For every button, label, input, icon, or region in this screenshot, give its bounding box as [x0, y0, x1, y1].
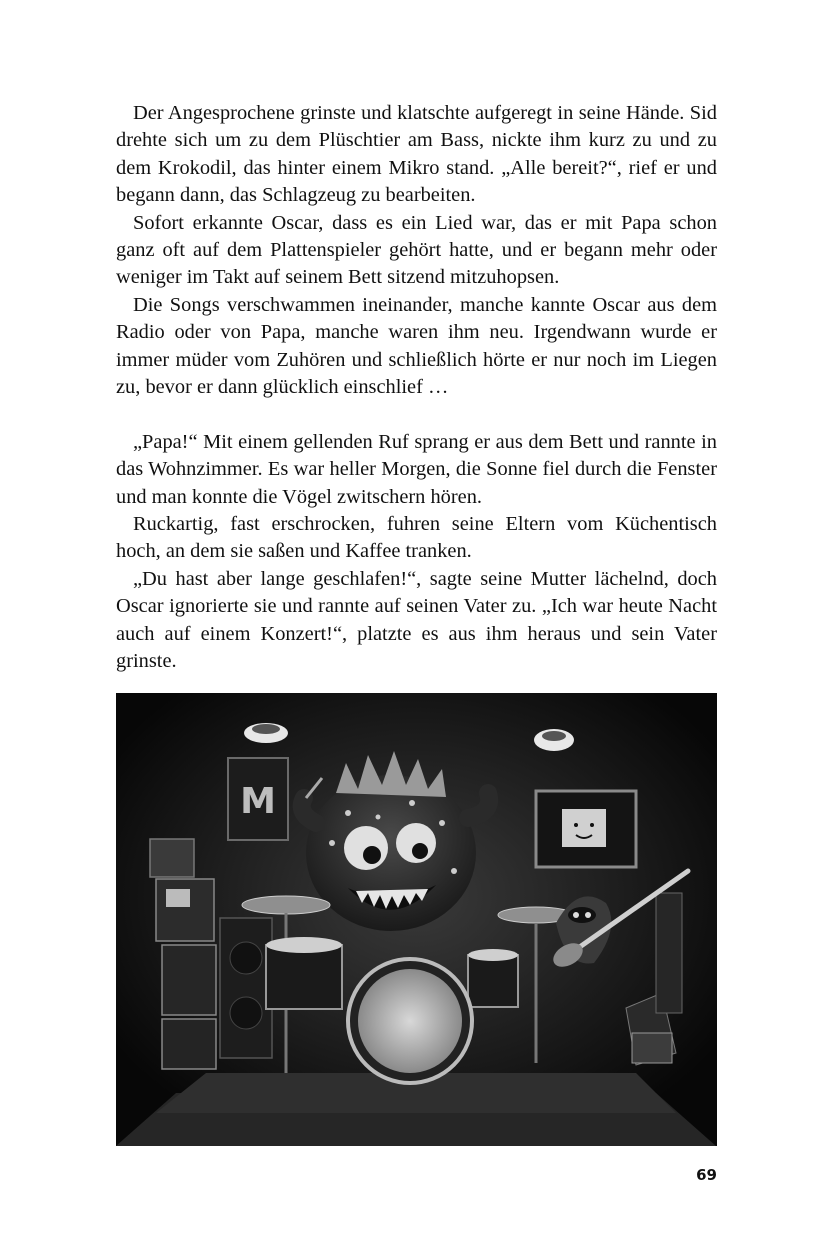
ceiling-light-icon	[534, 729, 574, 751]
paragraph: Ruckartig, fast erschrocken, fuhren seine Eltern vom Küchentisch hoch, an dem sie saßen und Kaffee tranken.	[116, 513, 717, 563]
tom-drum	[468, 949, 518, 1007]
paragraph: „Papa!“ Mit einem gellenden Ruf sprang er aus dem Bett und rannte in das Wohnzimmer. Es war heller Morgen, die Sonne fiel durch die Fenster und man konnte die Vögel zwitschern hören.	[116, 430, 717, 508]
paragraph: Sofort erkannte Oscar, dass es ein Lied war, das er mit Papa schon ganz oft auf dem Plattenspieler gehört hatte, und er begann mehr oder weniger im Takt auf seinem Bett sitzend mitzuhopsen.	[116, 211, 717, 289]
wall-poster	[228, 758, 288, 840]
paragraph: Die Songs verschwammen ineinander, manche kannte Oscar aus dem Radio oder von Papa, manche waren ihm neu. Irgendwann wurde er immer müder vom Zuhören und schließlich hörte er nur noch im Liegen zu, bevor er dann glücklich einschlief …	[116, 293, 717, 399]
page-number: 69	[696, 1166, 717, 1184]
poster-letter: M	[240, 781, 276, 822]
bass-drum	[348, 959, 472, 1083]
monster-band-illustration	[116, 693, 717, 1146]
paragraph: „Du hast aber lange geschlafen!“, sagte seine Mutter lächelnd, doch Oscar ignorierte sie und rannte auf seinen Vater zu. „Ich war heute Nacht auch auf einem Konzert!“, platzte es aus ihm heraus und sein Vater grinste.	[116, 567, 717, 673]
wall-picture-frame	[536, 791, 636, 867]
cymbal	[242, 896, 330, 914]
section-break	[116, 401, 717, 428]
illustration-drawing	[116, 693, 717, 1146]
body-text	[116, 100, 717, 676]
tom-drum	[266, 937, 342, 1009]
paragraph: Der Angesprochene grinste und klatschte aufgeregt in seine Hände. Sid drehte sich um zu dem Plüschtier am Bass, nickte ihm kurz zu und zu dem Krokodil, das hinter einem Mikro stand. „Alle bereit?“, rief er und begann dann, das Schlagzeug zu bearbeiten.	[116, 102, 717, 207]
ceiling-light-icon	[244, 723, 288, 743]
